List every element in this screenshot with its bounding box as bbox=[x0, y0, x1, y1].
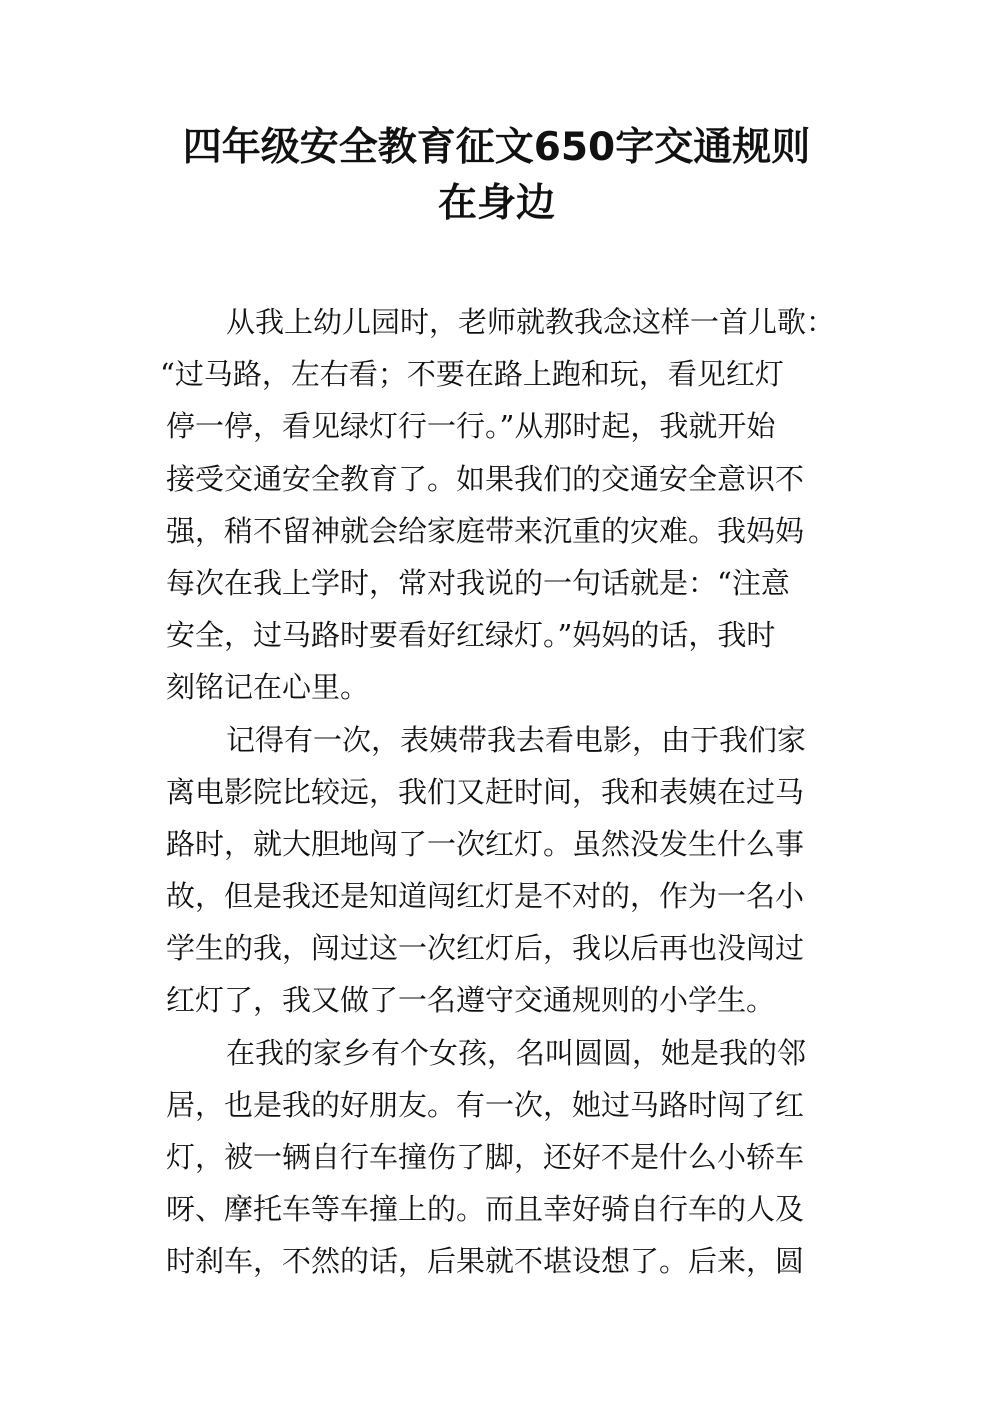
text-line: 接受交通安全教育了。如果我们的交通安全意识不 bbox=[166, 461, 805, 496]
text-line: 每次在我上学时，常对我说的一句话就是：“注意 bbox=[166, 565, 790, 600]
paragraph-3 bbox=[166, 1027, 836, 1288]
paragraph-2 bbox=[166, 714, 836, 1027]
text-line: “过马路，左右看；不要在路上跑和玩，看见红灯 bbox=[160, 357, 784, 392]
text-line: 记得有一次，表姨带我去看电影，由于我们家 bbox=[226, 722, 807, 757]
title-line-1: 四年级安全教育征文650字交通规则 bbox=[182, 125, 811, 170]
text-line: 呀、摩托车等车撞上的。而且幸好骑自行车的人及 bbox=[166, 1192, 805, 1227]
text-line: 安全，过马路时要看好红绿灯。”妈妈的话，我时 bbox=[166, 618, 776, 653]
text-line: 刻铭记在心里。 bbox=[166, 670, 370, 705]
text-line: 路时，就大胆地闯了一次红灯。虽然没发生什么事 bbox=[166, 826, 805, 861]
text-line: 红灯了，我又做了一名遵守交通规则的小学生。 bbox=[166, 983, 776, 1018]
text-line: 停一停，看见绿灯行一行。”从那时起，我就开始 bbox=[166, 409, 776, 444]
text-line: 强，稍不留神就会给家庭带来沉重的灾难。我妈妈 bbox=[166, 513, 805, 548]
document-title bbox=[150, 120, 843, 232]
text-line: 居，也是我的好朋友。有一次，她过马路时闯了红 bbox=[166, 1087, 805, 1122]
text-line: 在我的家乡有个女孩，名叫圆圆，她是我的邻 bbox=[226, 1035, 807, 1070]
text-line: 离电影院比较远，我们又赶时间，我和表姨在过马 bbox=[166, 774, 805, 809]
text-line: 从我上幼儿园时，老师就教我念这样一首儿歌： bbox=[226, 305, 836, 339]
title-line-2: 在身边 bbox=[437, 181, 555, 226]
text-line: 时刹车，不然的话，后果就不堪设想了。后来，圆 bbox=[166, 1244, 805, 1279]
text-line: 学生的我，闯过这一次红灯后，我以后再也没闯过 bbox=[166, 931, 805, 966]
text-line: 故，但是我还是知道闯红灯是不对的，作为一名小 bbox=[166, 879, 805, 914]
essay-body bbox=[160, 296, 836, 1288]
text-line: 灯，被一辆自行车撞伤了脚，还好不是什么小轿车 bbox=[166, 1140, 805, 1174]
paragraph-1 bbox=[160, 296, 836, 714]
